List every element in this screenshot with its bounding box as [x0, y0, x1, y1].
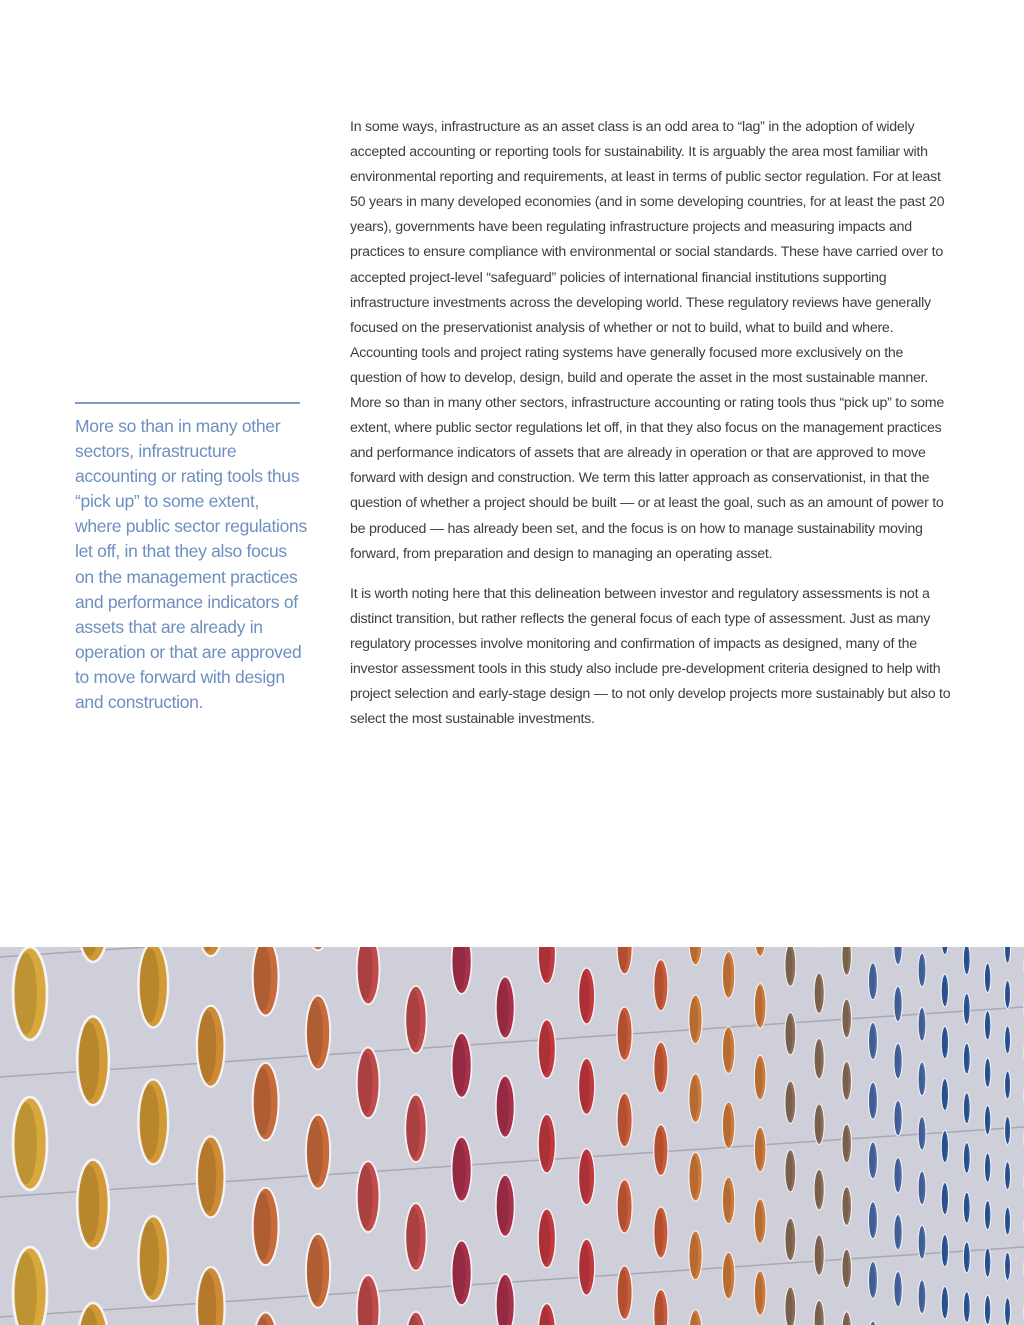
facade-hole-shadow	[815, 975, 821, 1011]
facade-hole-shadow	[1005, 1163, 1009, 1188]
facade-hole-shadow	[1005, 1209, 1009, 1234]
facade-hole-shadow	[755, 986, 762, 1025]
facade-hole-shadow	[755, 1058, 762, 1097]
facade-hole-shadow	[942, 1028, 947, 1056]
facade-hole-shadow	[869, 965, 875, 998]
facade-hole-shadow	[1005, 1027, 1009, 1052]
facade-hole-shadow	[964, 1045, 968, 1072]
facade-hole-shadow	[942, 1288, 947, 1316]
facade-hole-shadow	[755, 1202, 762, 1241]
facade-hole-shadow	[407, 1207, 421, 1266]
facade-hole-shadow	[964, 995, 968, 1022]
facade-hole-shadow	[358, 1052, 373, 1114]
facade-hole-shadow	[786, 1152, 793, 1189]
facade-hole-shadow	[942, 1080, 947, 1108]
facade-hole-shadow	[985, 1107, 989, 1133]
facade-hole-shadow	[1005, 1118, 1009, 1143]
facade-hole-shadow	[15, 953, 37, 1035]
facade-hole-shadow	[985, 1012, 989, 1038]
facade-hole-shadow	[919, 1010, 924, 1040]
facade-hole-shadow	[497, 980, 509, 1034]
facade-hole-shadow	[919, 1227, 924, 1257]
pull-quote: More so than in many other sectors, infrastructure accounting or rating tools thus “pick up” to some extent, where public sector regulations let off, in that they also focus on the management practices and performance indicators of assets that are already in operation or that are approved to move forward with design and construction.	[75, 416, 307, 713]
facade-hole-shadow	[723, 1180, 731, 1221]
facade-hole-shadow	[843, 1064, 849, 1098]
facade-hole-shadow	[894, 1217, 899, 1248]
facade-photo	[0, 947, 1024, 1325]
facade-hole-shadow	[869, 1264, 875, 1297]
facade-hole-shadow	[655, 1128, 664, 1173]
facade-hole-shadow	[723, 1255, 731, 1296]
facade-hole-shadow	[919, 1282, 924, 1312]
facade-hole-shadow	[579, 971, 589, 1020]
facade-hole-shadow	[869, 1144, 875, 1177]
facade-hole-shadow	[618, 1096, 628, 1143]
facade-hole-shadow	[140, 948, 159, 1023]
facade-hole-shadow	[786, 1221, 793, 1258]
facade-hole-shadow	[815, 1237, 821, 1273]
facade-hole-shadow	[453, 1245, 466, 1302]
facade-hole-shadow	[869, 1084, 875, 1117]
facade-hole-shadow	[655, 1045, 664, 1090]
facade-hole-shadow	[1005, 1299, 1009, 1324]
facade-hole-shadow	[894, 1046, 899, 1077]
facade-hole-shadow	[79, 1165, 99, 1243]
facade-hole-shadow	[919, 1064, 924, 1094]
facade-hole-shadow	[964, 947, 968, 973]
facade-hole-shadow	[942, 1184, 947, 1212]
facade-hole-shadow	[985, 1297, 989, 1323]
facade-hole-shadow	[254, 1068, 271, 1136]
facade-hole-shadow	[985, 1060, 989, 1086]
facade-hole-shadow	[985, 1202, 989, 1228]
facade-photo-illustration	[0, 947, 1024, 1325]
body-paragraph-1: In some ways, infrastructure as an asset class is an odd area to “lag” in the adoption of widely accepted accounting or reporting tools for sustainability. It is arguably the area most familiar with environmental reporting and requirements, at least in terms of public sector regulation. For at least 50 years in many developed economies (and in some developing countries, for at least the past 20 years), governments have been regulating infrastructure projects and measuring impacts and practices to ensure compliance with environmental or social standards. These have carried over to accepted project-level “safeguard” policies of international financial institutions supporting infrastructure investments across the developing world. These regulatory reviews have generally focused on the preservationist analysis of whether or not to build, what to build and where. Accounting tools and project rating systems have generally focused more exclusively on the question of how to develop, design, build and operate the asset in the most sustainable manner. More so than in many other sectors, infrastructure accounting or rating tools thus “pick up” to some extent, where public sector regulations let off, in that they also focus on the management practices and performance indicators of assets that are already in operation or that are approved to move forward with design and construction. We term this latter approach as conservationist, in that the question of whether a project should be built — or at least the goal, such as an amount of power to be produced — has already been set, and the focus is on how to manage sustainability moving forward, from preparation and design to managing an operating asset.	[350, 119, 945, 562]
facade-hole-shadow	[894, 988, 899, 1019]
body-copy	[350, 115, 954, 747]
facade-hole-shadow	[655, 1210, 664, 1255]
facade-hole-shadow	[894, 1103, 899, 1134]
facade-hole-shadow	[815, 1172, 821, 1208]
facade-hole-shadow	[786, 947, 793, 984]
facade-hole-shadow	[869, 1204, 875, 1237]
facade-hole-shadow	[140, 1221, 159, 1296]
facade-hole-shadow	[919, 1173, 924, 1203]
facade-hole-shadow	[690, 998, 698, 1041]
facade-hole-shadow	[539, 1118, 550, 1170]
pull-quote-rule	[75, 402, 300, 404]
facade-hole-shadow	[407, 1099, 421, 1158]
facade-hole-shadow	[869, 1025, 875, 1058]
facade-hole-shadow	[843, 1001, 849, 1035]
facade-hole-shadow	[723, 1030, 731, 1071]
facade-hole-shadow	[198, 1011, 216, 1082]
facade-hole-shadow	[786, 1015, 793, 1052]
facade-hole-shadow	[964, 1244, 968, 1271]
facade-hole-shadow	[254, 1192, 271, 1260]
facade-hole-shadow	[307, 1119, 323, 1184]
body-paragraph-2: It is worth noting here that this delineation between investor and regulatory assessments is not a distinct transition, but rather reflects the general focus of each type of assessment. Just as many regulatory processes involve monitoring and confirmation of impacts as designed, many of the investor assessment tools in this study also include pre-development criteria designed to help with project selection and early-stage design — to not only develop projects more sustainably but also to select the most sustainable investments.	[350, 585, 951, 728]
facade-hole-shadow	[894, 1160, 899, 1191]
facade-hole-shadow	[843, 1126, 849, 1160]
facade-hole-shadow	[942, 976, 947, 1004]
facade-hole-shadow	[894, 1274, 899, 1305]
facade-hole-shadow	[307, 1238, 323, 1303]
facade-hole-shadow	[723, 1105, 731, 1146]
facade-hole-shadow	[690, 1155, 698, 1198]
facade-hole-shadow	[618, 1183, 628, 1230]
facade-hole-shadow	[579, 1243, 589, 1292]
facade-hole-shadow	[985, 1250, 989, 1276]
facade-hole-shadow	[786, 1289, 793, 1325]
facade-hole-shadow	[497, 1179, 509, 1233]
facade-hole-shadow	[942, 1236, 947, 1264]
facade-hole-shadow	[985, 965, 989, 991]
facade-hole-shadow	[919, 1119, 924, 1149]
facade-hole-shadow	[1005, 982, 1009, 1007]
facade-hole-shadow	[964, 1095, 968, 1122]
facade-hole-shadow	[690, 1077, 698, 1120]
facade-hole-shadow	[15, 1103, 37, 1185]
facade-hole-shadow	[723, 954, 731, 995]
facade-hole-shadow	[539, 1212, 550, 1264]
facade-hole-shadow	[655, 963, 664, 1008]
facade-hole-shadow	[453, 1037, 466, 1094]
facade-hole-shadow	[964, 1144, 968, 1171]
facade-hole-shadow	[755, 1273, 762, 1312]
facade-hole-shadow	[198, 1141, 216, 1212]
facade-hole-shadow	[843, 1189, 849, 1223]
facade-hole-shadow	[964, 1194, 968, 1221]
facade-hole-shadow	[358, 1166, 373, 1228]
facade-hole-shadow	[919, 955, 924, 985]
facade-hole-shadow	[815, 1106, 821, 1142]
facade-hole-shadow	[843, 1251, 849, 1285]
facade-hole-shadow	[1005, 1073, 1009, 1098]
facade-hole-shadow	[815, 1041, 821, 1077]
facade-hole-shadow	[786, 1084, 793, 1121]
facade-hole-shadow	[579, 1152, 589, 1201]
facade-hole-shadow	[755, 1130, 762, 1169]
facade-hole-shadow	[539, 1023, 550, 1075]
facade-hole-shadow	[79, 1022, 99, 1100]
facade-hole-shadow	[942, 1132, 947, 1160]
facade-hole-shadow	[579, 1062, 589, 1111]
facade-hole-shadow	[985, 1155, 989, 1181]
facade-hole-shadow	[618, 1010, 628, 1057]
facade-hole-shadow	[453, 1141, 466, 1198]
facade-hole-shadow	[1005, 1254, 1009, 1279]
facade-hole-shadow	[618, 1269, 628, 1316]
facade-hole-shadow	[140, 1084, 159, 1159]
facade-hole-shadow	[964, 1293, 968, 1320]
facade-hole-shadow	[407, 990, 421, 1049]
facade-hole-shadow	[497, 1080, 509, 1134]
facade-hole-shadow	[690, 1234, 698, 1277]
facade-hole-shadow	[307, 1000, 323, 1065]
